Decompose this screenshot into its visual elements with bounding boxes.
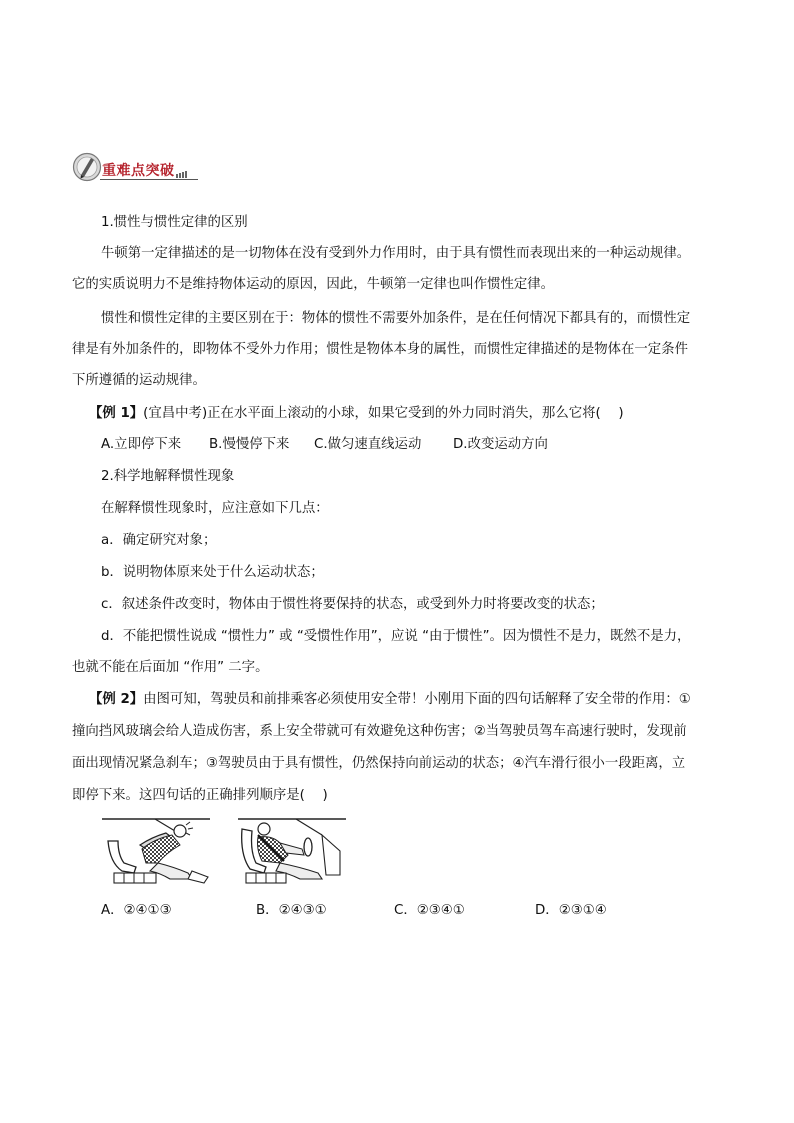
point1-para2-line1: 惯性和惯性定律的主要区别在于：物体的惯性不需要外加条件，是在任何情况下都具有的，而惯性定 <box>101 311 691 326</box>
example2-line1 <box>89 691 691 709</box>
example1-option-a: A.立即停下来 <box>101 437 182 452</box>
crash-without-belt-illustration <box>100 815 212 887</box>
example2-option-c: C．②③④① <box>394 903 465 918</box>
section-header-title: 重难点突破 <box>102 163 175 179</box>
example1-option-b: B.慢慢停下来 <box>209 437 290 452</box>
example2-option-a: A．②④①③ <box>101 903 172 918</box>
point2-item-a: a．确定研究对象； <box>101 533 217 548</box>
point1-para1-line1: 牛顿第一定律描述的是一切物体在没有受到外力作用时，由于具有惯性而表现出来的一种运动规律。 <box>101 246 691 261</box>
pen-circle-icon <box>72 152 102 182</box>
point1-heading: 1.惯性与惯性定律的区别 <box>101 215 248 230</box>
seatbelt-figures <box>100 815 348 891</box>
example2-label: 【例 2】 <box>89 692 144 707</box>
point2-intro: 在解释惯性现象时，应注意如下几点： <box>101 501 329 516</box>
point2-heading: 2.科学地解释惯性现象 <box>101 469 235 484</box>
example2-text-line1: 由图可知，驾驶员和前排乘客必须使用安全带！小刚用下面的四句话解释了安全带的作用：① <box>143 692 691 707</box>
example2-line4: 即停下来。这四句话的正确排列顺序是( ) <box>72 788 328 803</box>
point1-para2-line2: 律是有外加条件的，即物体不受外力作用；惯性是物体本身的属性，而惯性定律描述的是物体在一定条件 <box>72 342 688 357</box>
point2-item-d-line1: d．不能把惯性说成 “惯性力” 或 “受惯性作用”，应说 “由于惯性”。因为惯性不是力，既然不是力， <box>101 629 691 644</box>
example1-question: (宜昌中考)正在水平面上滚动的小球，如果它受到的外力同时消失，那么它将( ) <box>143 406 624 421</box>
example2-option-d: D．②③①④ <box>535 903 607 918</box>
header-underline <box>100 179 198 180</box>
section-header <box>72 152 198 188</box>
point2-item-b: b．说明物体原来处于什么运动状态； <box>101 565 324 580</box>
example1-option-c: C.做匀速直线运动 <box>314 437 422 452</box>
example1-question-line <box>89 405 624 423</box>
point2-item-c: c．叙述条件改变时，物体由于惯性将要保持的状态，或受到外力时将要改变的状态； <box>101 597 604 612</box>
example1-label: 【例 1】 <box>89 406 144 421</box>
example1-option-d: D.改变运动方向 <box>453 437 548 452</box>
example2-option-b: B．②④③① <box>256 903 327 918</box>
decorative-bars-icon <box>176 171 188 178</box>
point1-para1-line2: 它的实质说明力不是维持物体运动的原因，因此，牛顿第一定律也叫作惯性定律。 <box>72 277 555 292</box>
crash-with-belt-illustration <box>236 815 348 887</box>
example2-line2: 撞向挡风玻璃会给人造成伤害，系上安全带就可有效避免这种伤害；②当驾驶员驾车高速行驶时，发现前 <box>72 724 687 739</box>
point1-para2-line3: 下所遵循的运动规律。 <box>72 373 206 388</box>
example2-line3: 面出现情况紧急刹车；③驾驶员由于具有惯性，仍然保持向前运动的状态；④汽车滑行很小一段距离，立 <box>72 756 686 771</box>
point2-item-d-line2: 也就不能在后面加 “作用” 二字。 <box>72 660 269 675</box>
